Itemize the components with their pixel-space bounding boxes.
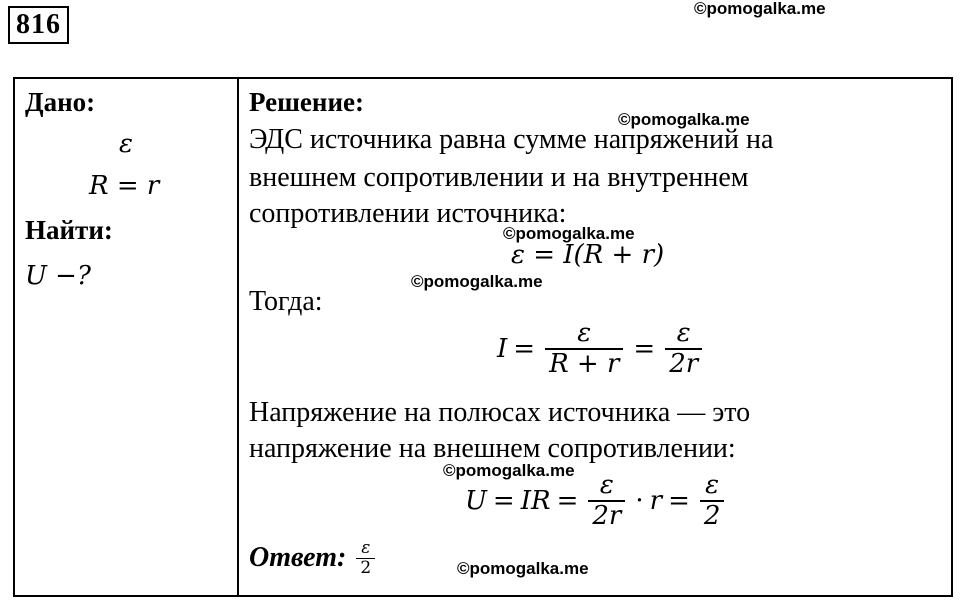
answer-row: [249, 539, 379, 577]
paragraph2-line2: напряжение на внешнем сопротивлении:: [249, 433, 736, 464]
answer-denominator: 2: [356, 558, 375, 578]
resistance-r: r: [649, 485, 663, 516]
current-lhs: I: [497, 333, 508, 364]
equals-sign: =: [492, 485, 515, 516]
fraction-emf-over-2: [700, 471, 725, 530]
voltage-ir: IR: [520, 485, 551, 516]
solution-sheet: [13, 77, 953, 597]
find-heading: Найти:: [25, 215, 113, 245]
watermark-solution-2: ©pomogalka.me: [503, 224, 635, 243]
dot-operator: ·: [635, 485, 644, 516]
fraction-denominator: R + r: [545, 348, 623, 379]
given-column: [15, 79, 237, 595]
answer-fraction: [356, 539, 375, 577]
fraction-denominator: 2r: [588, 500, 625, 531]
fraction-numerator: ε: [577, 318, 592, 348]
solution-column: [239, 79, 951, 595]
watermark-solution-3: ©pomogalka.me: [411, 272, 543, 291]
equals-sign: =: [556, 485, 579, 516]
watermark-top: ©pomogalka.me: [694, 0, 826, 18]
paragraph1-line1: ЭДС источника равна сумме напряжений на: [249, 124, 774, 155]
solution-heading: Решение:: [249, 87, 364, 117]
fraction-emf-over-sum: [545, 319, 623, 378]
watermark-solution-4: ©pomogalka.me: [443, 461, 575, 480]
equals-sign: =: [668, 485, 690, 516]
formula-current: [497, 319, 706, 378]
watermark-solution-5: ©pomogalka.me: [457, 559, 589, 578]
given-item-emf: ε: [119, 129, 133, 159]
fraction-numerator: ε: [599, 470, 614, 500]
equals-sign: =: [513, 333, 536, 364]
paragraph1-line2: внешнем сопротивлении и на внутреннем: [249, 162, 749, 193]
fraction-denominator: 2: [700, 500, 725, 531]
fraction-numerator: ε: [676, 318, 691, 348]
watermark-solution-1: ©pomogalka.me: [618, 110, 750, 129]
paragraph2-line1: Напряжение на полюсах источника — это: [249, 397, 751, 428]
fraction-numerator: ε: [705, 470, 720, 500]
answer-numerator: ε: [361, 538, 371, 558]
given-heading: Дано:: [25, 87, 96, 117]
voltage-lhs: U: [465, 485, 487, 516]
fraction-emf-over-2r: [588, 471, 625, 530]
equals-sign: =: [633, 333, 656, 364]
find-item: U −?: [25, 261, 91, 291]
fraction-emf-over-2r: [665, 319, 702, 378]
formula-voltage: [465, 471, 728, 530]
then-label: Тогда:: [249, 286, 323, 317]
given-item-resistance: R = r: [89, 171, 160, 201]
fraction-denominator: 2r: [665, 348, 702, 379]
problem-number: 816: [8, 6, 69, 44]
paragraph1-line3: сопротивлении источника:: [249, 198, 567, 229]
answer-label: Ответ:: [249, 542, 347, 574]
formula-emf: ε = I(R + r): [511, 240, 665, 270]
